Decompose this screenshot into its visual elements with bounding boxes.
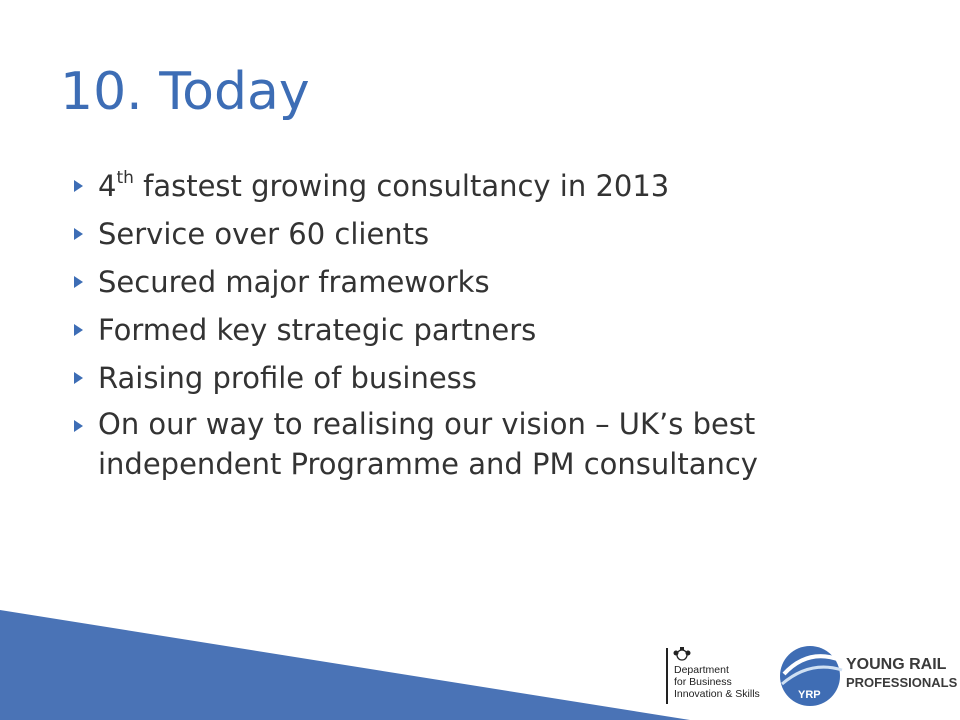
bullet-item	[74, 308, 874, 352]
yrp-emblem-icon	[778, 640, 844, 710]
bullet-text: Secured major frameworks	[98, 265, 490, 299]
young-rail-professionals-logo	[778, 640, 958, 710]
bullet-text-superscript: th	[116, 168, 134, 188]
yrp-logo-line1: YOUNG RAIL	[846, 656, 947, 673]
bullet-text: Service over 60 clients	[98, 217, 430, 251]
bullet-arrow-icon	[74, 356, 86, 400]
bullet-text: On our way to realising our vision – UK’s best independent Programme and PM consultancy	[98, 407, 758, 481]
bullet-arrow-icon	[74, 308, 86, 352]
slide-title: 10. Today	[60, 62, 310, 122]
yrp-emblem-text: YRP	[798, 689, 821, 701]
bullet-item	[74, 212, 874, 256]
bullet-arrow-icon	[74, 164, 86, 208]
bullet-list	[74, 164, 874, 488]
bullet-item	[74, 404, 874, 484]
bullet-item	[74, 260, 874, 304]
bullet-text: Raising profile of business	[98, 361, 477, 395]
dept-business-logo	[666, 646, 766, 708]
bullet-item	[74, 164, 874, 208]
bullet-arrow-icon	[74, 404, 86, 448]
royal-crest-icon	[672, 646, 692, 662]
logo-divider	[666, 648, 668, 704]
bullet-item	[74, 356, 874, 400]
bullet-arrow-icon	[74, 260, 86, 304]
bullet-text-number: 4	[98, 169, 117, 203]
bullet-text: Formed key strategic partners	[98, 313, 537, 347]
bullet-text: fastest growing consultancy in 2013	[133, 169, 670, 203]
bullet-arrow-icon	[74, 212, 86, 256]
dept-logo-text: Department for Business Innovation & Skills	[674, 664, 760, 700]
yrp-logo-line2: PROFESSIONALS	[846, 675, 958, 690]
